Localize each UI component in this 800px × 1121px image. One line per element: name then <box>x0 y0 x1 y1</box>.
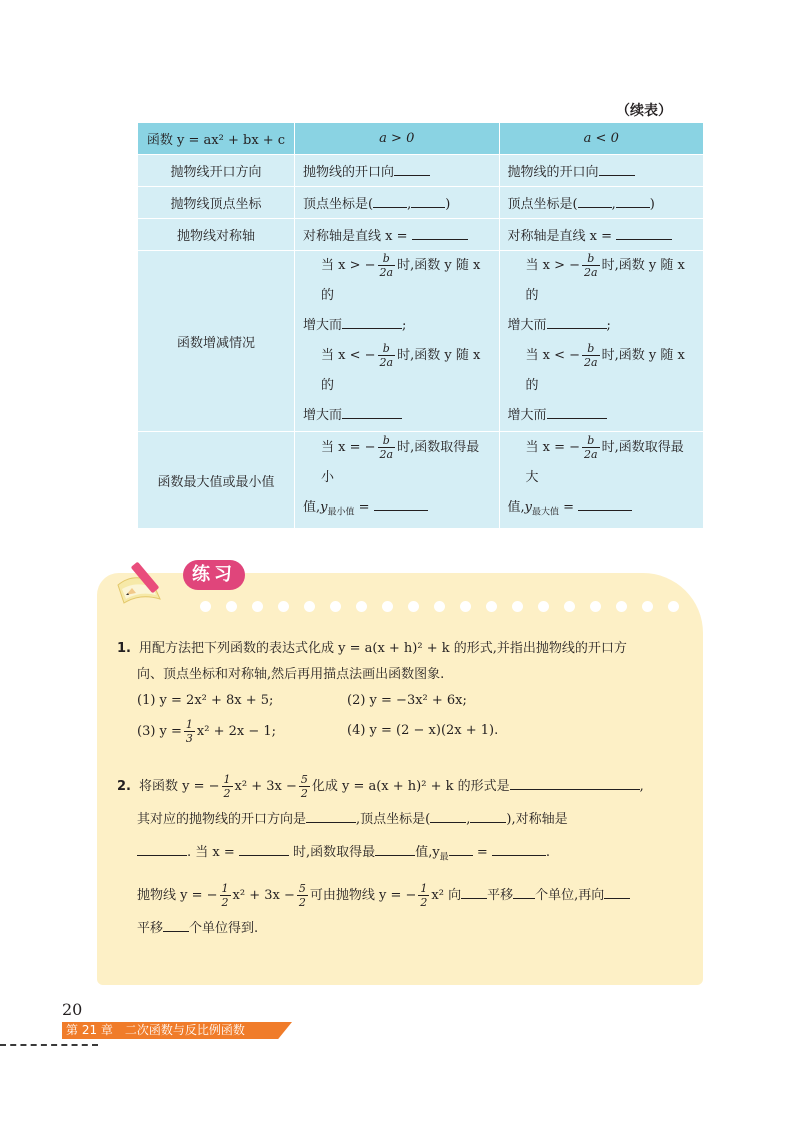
row-label-axis: 抛物线对称轴 <box>138 219 295 251</box>
table-row <box>138 187 704 219</box>
cell-monotonic-pos: 当 x > − $\frac{b}{2a}$ 时,函数 y 随 x 的 增大而 ; 当 x < − $\frac{b}{2a}$ 时,函数 y 随 x 的 增大而 <box>295 251 500 432</box>
table-header-row <box>138 123 704 155</box>
cell-vertex-neg: 顶点坐标是( , ) <box>499 187 704 219</box>
dashed-divider <box>0 1044 98 1046</box>
practice-badge: 练习 <box>183 560 245 590</box>
row-label-extremum: 函数最大值或最小值 <box>138 432 295 529</box>
cell-opening-neg: 抛物线的开口向 <box>499 155 704 187</box>
header-function: 函数 y = ax² + bx + c <box>138 123 295 155</box>
cell-axis-neg: 对称轴是直线 x = <box>499 219 704 251</box>
question-1: 1. 用配方法把下列函数的表达式化成 y = a(x + h)² + k 的形式,并指出抛物线的开口方 向、顶点坐标和对称轴,然后再用描点法画出函数图象. (1) y = 2x² + 8x + 5; (2) y = −3x² + 6x; (3) y = $\frac{1}{3}$ x² + 2x − 1; (4) y = (2 − x)(2x + 1). <box>117 641 627 745</box>
row-label-monotonic: 函数增减情况 <box>138 251 295 432</box>
chapter-title: 第 21 章 二次函数与反比例函数 <box>66 1023 245 1037</box>
question-2: 2. 将函数 y = − $\frac{1}{2}$ x² + 3x − $\frac{5}{2}$ 化成 y = a(x + h)² + k 的形式是 , 其对应的抛物线的开口方向是 ,顶点坐标是( , ),对称轴是 . 当 x = 时,函数取得最 值$,y_最$ = . 抛物线 y = − $\frac{1}{2}$ x² + 3x − $\frac{5}{2}$ 可由抛物线 y = − $\frac{1}{2}$ x² 向 平移 个单位,再向 平移 个单位得到. <box>117 773 644 936</box>
pencil-paper-icon <box>112 555 182 610</box>
header-a-positive: a > 0 <box>295 123 500 155</box>
table-row <box>138 219 704 251</box>
table-row <box>138 155 704 187</box>
cell-monotonic-neg: 当 x > − $\frac{b}{2a}$ 时,函数 y 随 x 的 增大而 ; 当 x < − $\frac{b}{2a}$ 时,函数 y 随 x 的 增大而 <box>499 251 704 432</box>
table-row <box>138 251 704 432</box>
header-a-negative: a < 0 <box>499 123 704 155</box>
continued-label: （续表） <box>616 103 672 119</box>
cell-extremum-neg: 当 x = − $\frac{b}{2a}$ 时,函数取得最大 值$,y_{最大值}$ = <box>499 432 704 529</box>
cell-axis-pos: 对称轴是直线 x = <box>295 219 500 251</box>
row-label-vertex: 抛物线顶点坐标 <box>138 187 295 219</box>
cell-vertex-pos: 顶点坐标是( , ) <box>295 187 500 219</box>
parabola-properties-table <box>137 122 704 529</box>
cell-extremum-pos: 当 x = − $\frac{b}{2a}$ 时,函数取得最小 值$,y_{最小值}$ = <box>295 432 500 529</box>
row-label-opening: 抛物线开口方向 <box>138 155 295 187</box>
cell-opening-pos: 抛物线的开口向 <box>295 155 500 187</box>
decorative-dots <box>200 597 700 611</box>
page-number: 20 <box>62 1000 83 1019</box>
table-row <box>138 432 704 529</box>
